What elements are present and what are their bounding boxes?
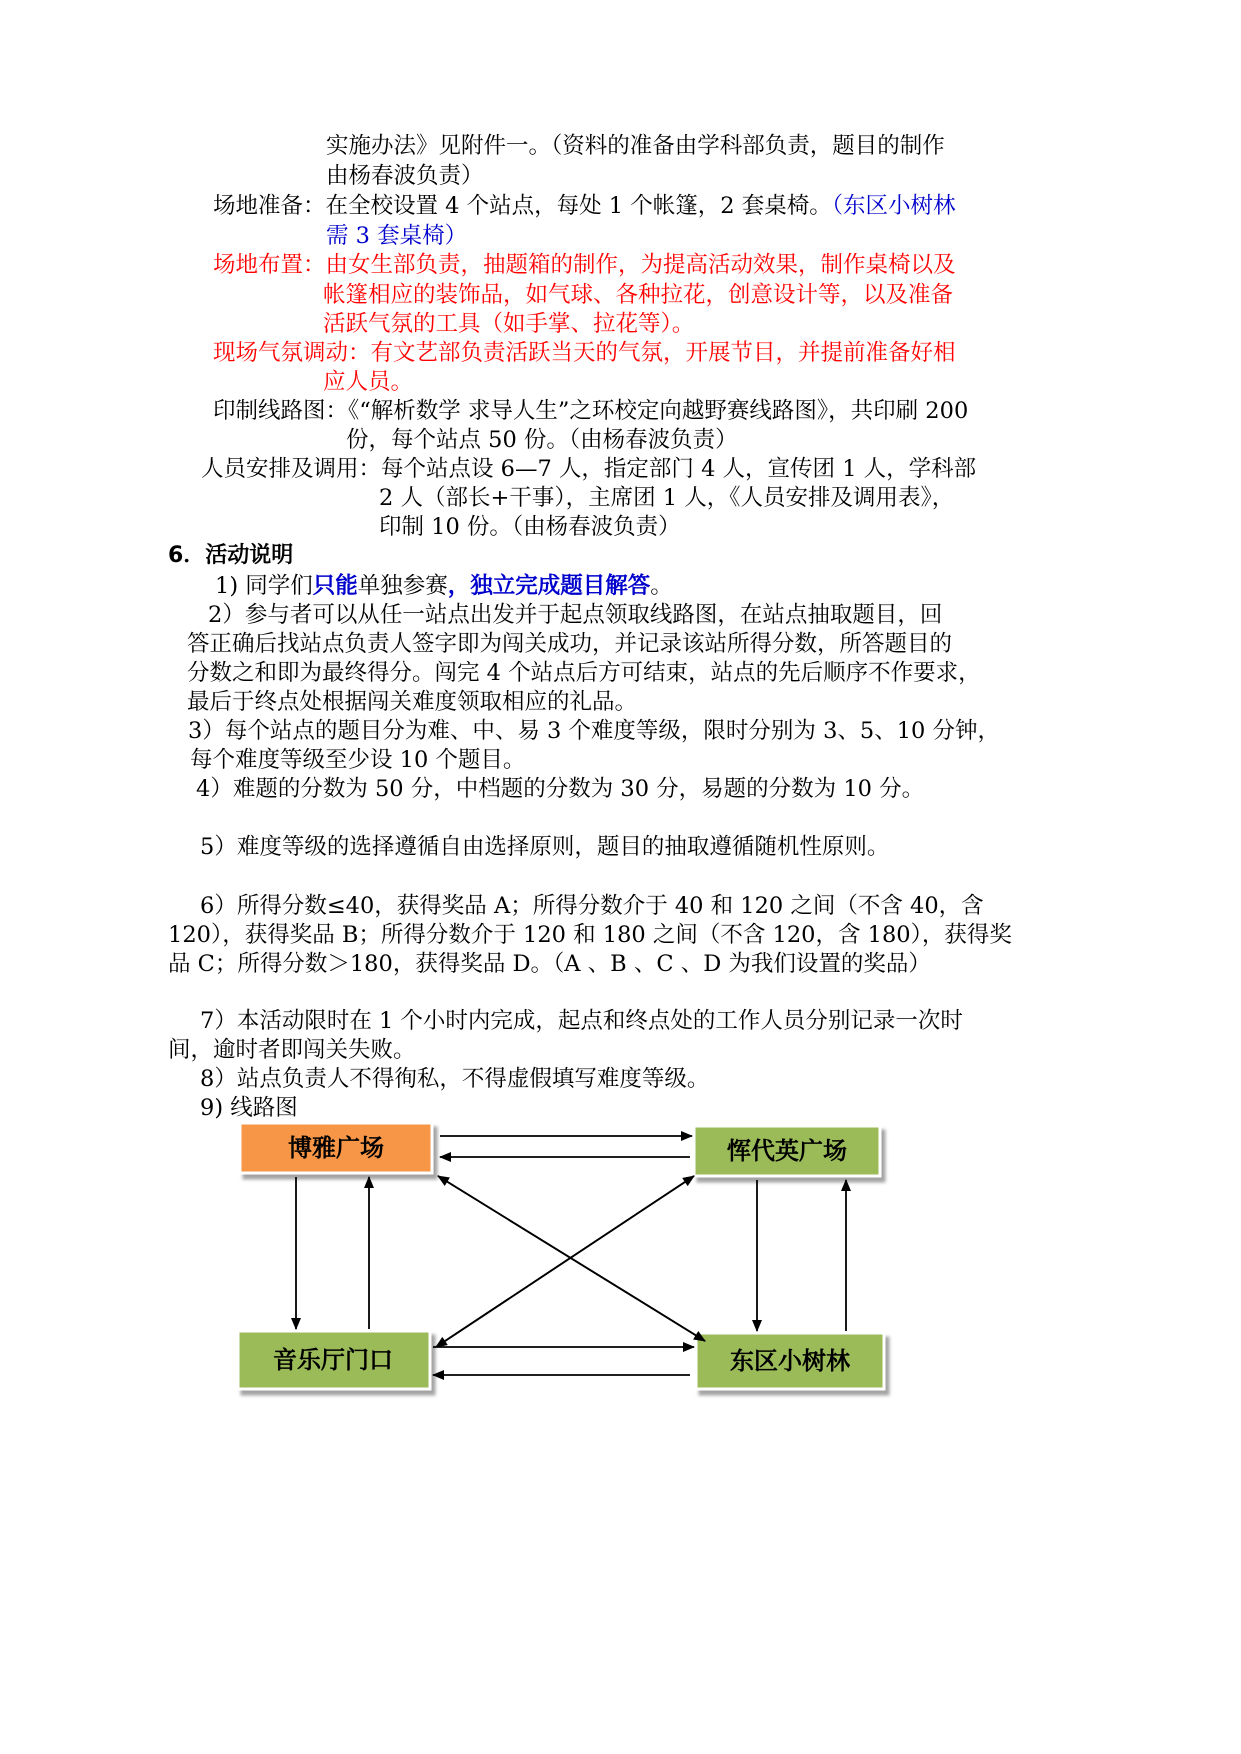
- node-huidai-label: 恽代英广场: [727, 1137, 847, 1165]
- note-text: 需 3 套桌椅）: [326, 223, 468, 249]
- node-dongqu-label: 东区小树林: [730, 1347, 850, 1375]
- list-item: 120），获得奖品 B；所得分数介于 120 和 180 之间（不含 120，含 180），获得奖: [168, 922, 1012, 948]
- list-item: 3）每个站点的题目分为难、中、易 3 个难度等级，限时分别为 3、5、10 分钟，: [188, 718, 1001, 744]
- text-line: 印制 10 份。（由杨春波负责）: [379, 514, 681, 540]
- list-item: 分数之和即为最终得分。闯完 4 个站点后方可结束，站点的先后顺序不作要求，: [187, 660, 981, 686]
- emphasis-text: 只能: [312, 573, 358, 599]
- list-item: 品 C；所得分数＞180，获得奖品 D。（A 、B 、C 、D 为我们设置的奖品）: [168, 951, 931, 977]
- list-item: 最后于终点处根据闯关难度领取相应的礼品。: [187, 689, 638, 715]
- text-line: 份，每个站点 50 份。（由杨春波负责）: [346, 427, 738, 453]
- field-label: 场地准备：: [213, 193, 326, 219]
- node-yinyue: [238, 1331, 430, 1389]
- node-boya-label: 博雅广场: [288, 1134, 384, 1162]
- list-item: 9) 线路图: [200, 1095, 298, 1121]
- text-line: 帐篷相应的装饰品，如气球、各种拉花，创意设计等，以及准备: [323, 282, 954, 308]
- note-text: （东区小树林: [831, 193, 956, 219]
- node-boya: [240, 1123, 432, 1173]
- list-item: 6）所得分数≤40，获得奖品 A；所得分数介于 40 和 120 之间（不含 40，含: [200, 893, 984, 919]
- section-heading: 6．活动说明: [168, 543, 294, 568]
- node-dongqu: [696, 1333, 884, 1389]
- field-text: 由女生部负责，抽题箱的制作，为提高活动效果，制作桌椅以及: [325, 252, 956, 278]
- field-text: 有文艺部负责活跃当天的气氛，开展节目，并提前准备好相: [370, 340, 956, 366]
- item-text: 。: [650, 573, 673, 599]
- item-text: 1) 同学们: [215, 573, 313, 599]
- text-line: 人员安排及调用：每个站点设 6—7 人，指定部门 4 人，宣传团 1 人，学科部: [201, 456, 977, 482]
- item-text: 单独参赛: [357, 573, 448, 599]
- field-label: 现场气氛调动：: [213, 340, 371, 366]
- list-item: 7）本活动限时在 1 个小时内完成，起点和终点处的工作人员分别记录一次时: [200, 1008, 963, 1034]
- arrow-boya-to-dongqu: [438, 1176, 705, 1341]
- text-line: 由杨春波负责）: [326, 163, 484, 189]
- node-huidai: [694, 1126, 880, 1176]
- list-item: 8）站点负责人不得徇私，不得虚假填写难度等级。: [200, 1066, 710, 1092]
- list-item: 每个难度等级至少设 10 个题目。: [190, 747, 526, 773]
- node-yinyue-label: 音乐厅门口: [273, 1346, 393, 1374]
- list-item: 4）难题的分数为 50 分，中档题的分数为 30 分，易题的分数为 10 分。: [196, 776, 925, 802]
- field-text: 在全校设置 4 个站点，每处 1 个帐篷，2 套桌椅。: [325, 193, 832, 219]
- list-item: 答正确后找站点负责人签字即为闯关成功，并记录该站所得分数，所答题目的: [187, 631, 953, 657]
- list-item: 间，逾时者即闯关失败。: [168, 1037, 416, 1063]
- text-line: 2 人（部长+干事），主席团 1 人，《人员安排及调用表》，: [379, 485, 955, 511]
- text-line: 应人员。: [323, 369, 414, 395]
- text-line: 活跃气氛的工具（如手掌、拉花等）。: [323, 311, 695, 337]
- text-line: 印制线路图：《“解析数学 求导人生”之环校定向越野赛线路图》，共印刷 200: [213, 398, 969, 424]
- list-item: 2）参与者可以从任一站点出发并于起点领取线路图，在站点抽取题目，回: [208, 602, 943, 628]
- list-item: 5）难度等级的选择遵循自由选择原则，题目的抽取遵循随机性原则。: [200, 834, 890, 860]
- emphasis-text: ，独立完成题目解答: [447, 573, 651, 599]
- arrow-huidai-to-yinyue: [436, 1176, 694, 1347]
- field-label: 场地布置：: [213, 252, 326, 278]
- text-line: 实施办法》见附件一。（资料的准备由学科部负责，题目的制作: [326, 133, 945, 159]
